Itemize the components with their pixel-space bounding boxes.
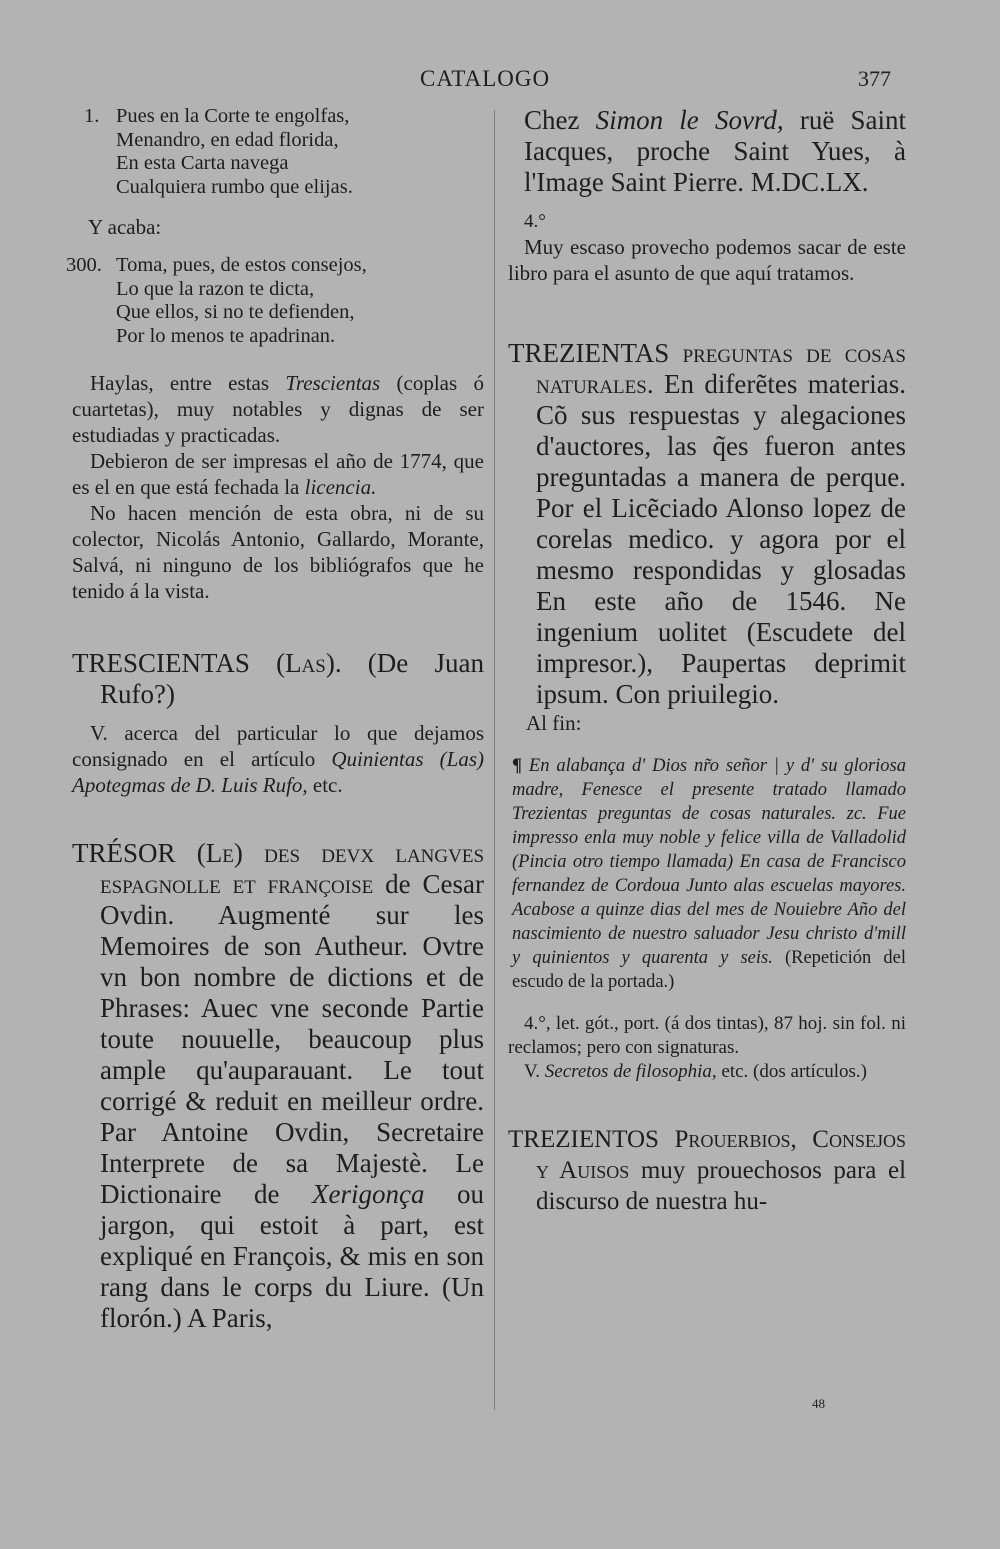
- verse-transition: Y acaba:: [88, 215, 162, 239]
- left-column: [66, 105, 485, 1334]
- commentary-paragraph: Haylas, entre estas Trescientas (coplas ó cuartetas), muy notables y dignas de ser estudiadas y practicadas.: [72, 371, 484, 447]
- pilcrow-icon: ¶: [512, 756, 522, 776]
- verse-line: 1. Pues en la Corte te engolfas,: [84, 105, 350, 127]
- verse-line: Por lo menos te apadrinan.: [116, 324, 336, 347]
- verse-opening: [72, 105, 484, 199]
- entry-heading-trescientas: TRESCIENTAS (Las). (De Juan Rufo?): [72, 648, 484, 709]
- verse-line: Que ellos, si no te defienden,: [116, 301, 355, 323]
- verse-line: Menandro, en edad florida,: [116, 128, 339, 151]
- commentary-paragraph: Muy escaso provecho podemos sacar de este libro para el asunto de que aquí tratamos.: [508, 235, 906, 285]
- cross-reference: V. Secretos de filosophia, etc. (dos artículos.): [524, 1061, 868, 1082]
- entry-heading-trezientas: TREZIENTAS preguntas de cosas naturales. En diferẽtes materias. Cõ sus respuestas y alegaciones d'auctores, las q̃es fueron antes preguntadas a manera de perque. Por el Licẽciado Alonso lopez de corelas medico. y agora por el mesmo respondidas y glosadas En este año de 1546. Ne ingenium uolitet (Escudete del impresor.), Paupertas deprimit ipsum. Con priuilegio.: [508, 338, 906, 709]
- format-note: 4.°: [524, 211, 546, 232]
- verse-line: 300. Toma, pues, de estos consejos,: [66, 254, 367, 276]
- commentary-paragraph: Debieron de ser impresas el año de 1774, que es el en que está fechada la licencia.: [72, 449, 484, 499]
- column-rule: [494, 110, 495, 1410]
- verse-closing: [66, 254, 484, 348]
- commentary-paragraph: No hacen mención de esta obra, ni de su colector, Nicolás Antonio, Gallardo, Morante, Salvá, ni ninguno de los bibliógrafos que he tenido á la vista.: [72, 501, 484, 603]
- entry-continuation: Chez Simon le Sovrd, ruë Saint Iacques, proche Saint Yues, à l'Image Saint Pierre. M.DC.LX.: [524, 105, 906, 197]
- entry-heading-tresor: TRÉSOR (Le) des devx langves espagnolle et françoise de Cesar Ovdin. Augmenté sur les Memoires de son Autheur. Ovtre vn bon nombre de dictions et de Phrases: Auec vne seconde Partie toute nouuelle, beaucoup plus ample qu'auparauant. Le tout corrigé & reduit en meilleur ordre. Par Antoine Ovdin, Secretaire Interprete de sa Majestè. Le Dictionaire de Xerigonça ou jargon, qui estoit à part, est expliqué en François, & mis en son rang dans le corps du Liure. (Un florón.) A Paris,: [72, 838, 485, 1333]
- entry-heading-trezientos: TREZIENTOS Prouerbios, Consejos y Auisos muy prouechosos para el discurso de nuestra hu-: [508, 1126, 907, 1215]
- running-title: CATALOGO: [420, 66, 551, 91]
- verse-line: Lo que la razon te dicta,: [116, 277, 315, 300]
- physical-description: 4.°, let. gót., port. (á dos tintas), 87 hoj. sin fol. ni reclamos; pero con signaturas.: [508, 1013, 906, 1058]
- verse-line: Cualquiera rumbo que elijas.: [116, 175, 353, 198]
- verse-line: En esta Carta navega: [116, 152, 289, 174]
- page-number: 377: [858, 66, 891, 91]
- right-column: [508, 105, 906, 1217]
- cross-reference: V. acerca del particular lo que dejamos consignado en el artículo Quinientas (Las) Apotegmas de D. Luis Rufo, etc.: [72, 721, 485, 797]
- colophon: ¶ En alabança d' Dios nr̃o señor | y d' su gloriosa madre, Fenesce el presente tratado llamado Trezientas preguntas de cosas naturales. zc. Fue impresso enla muy noble y felice villa de Valladolid (Pincia otro tiempo llamada) En casa de Francisco fernandez de Cordoua Junto alas escuelas mayores. Acabose a quinze dias del mes de Nouiebre Año del nascimiento de nuestro saluador Jesu christo d'mill y quinientos y quarenta y seis. (Repetición del escudo de la portada.): [512, 756, 907, 992]
- colophon-intro: Al fin:: [526, 711, 582, 735]
- signature-mark: 48: [812, 1396, 825, 1411]
